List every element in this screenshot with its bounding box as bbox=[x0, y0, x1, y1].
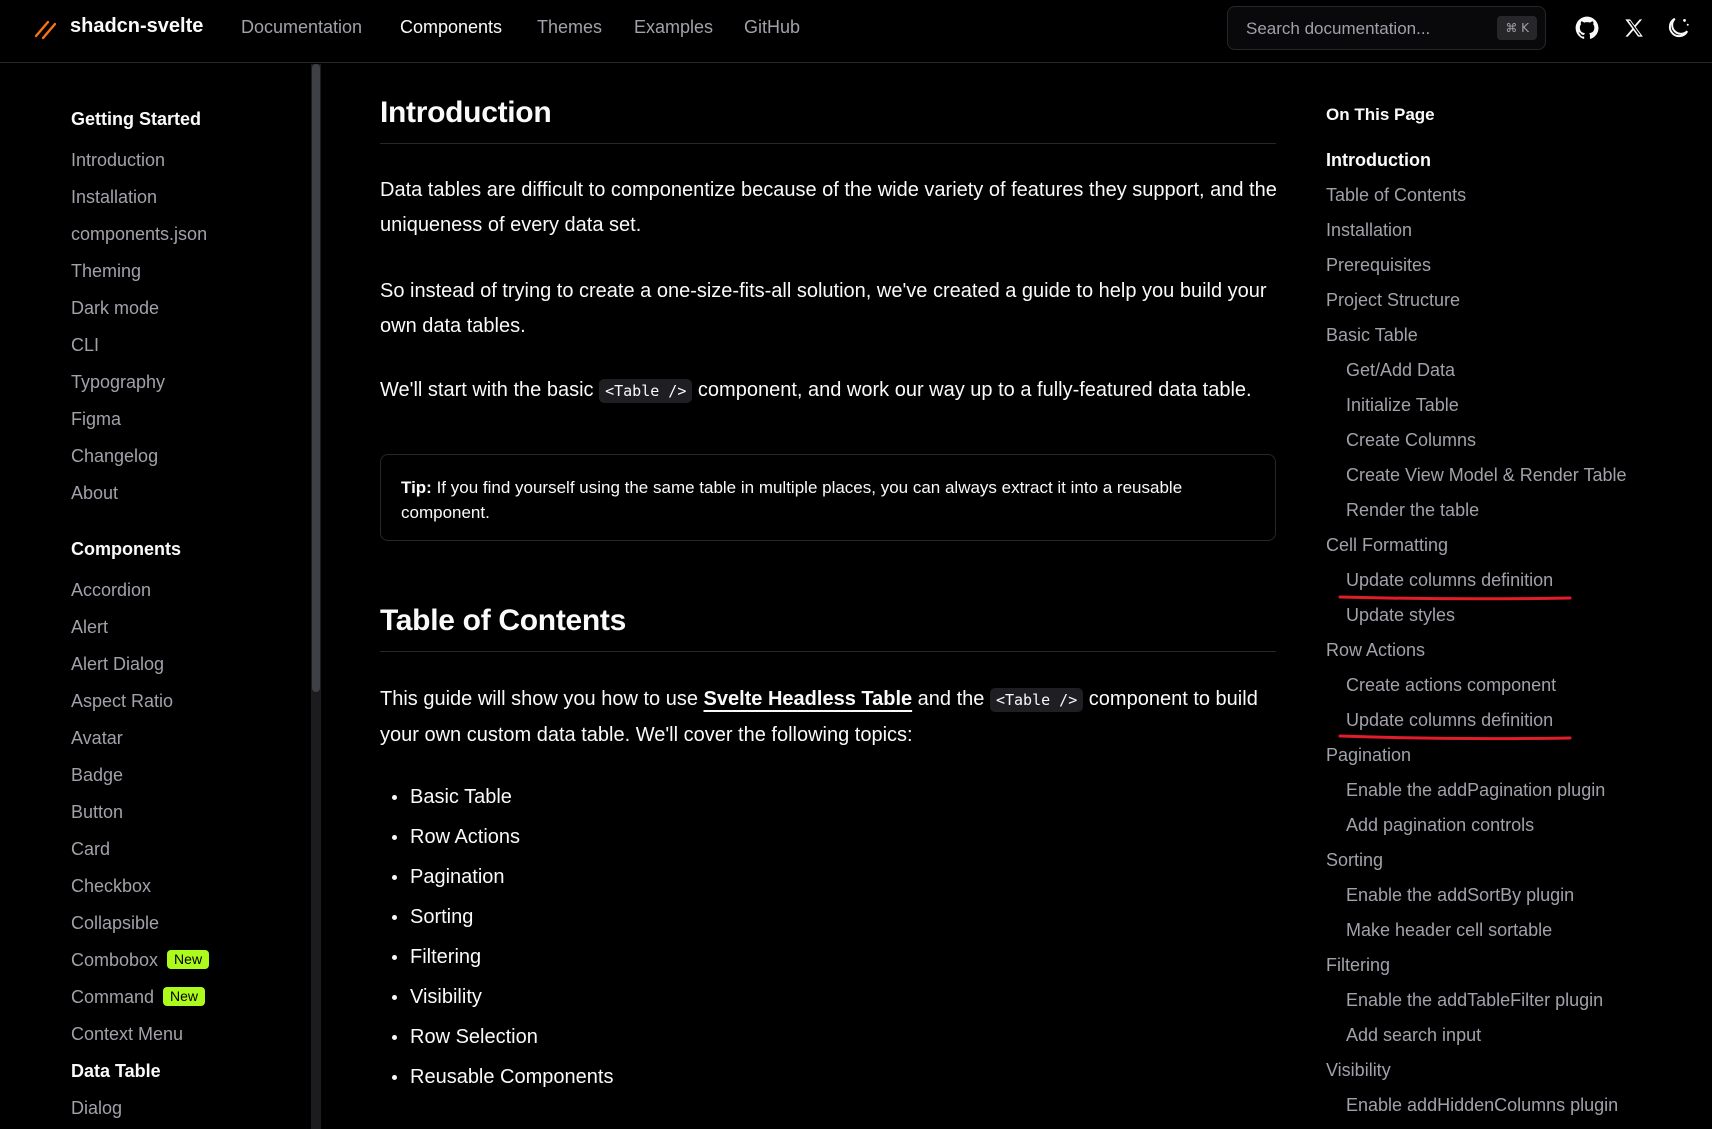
toc-item[interactable]: Installation bbox=[1326, 220, 1413, 240]
text: and the bbox=[912, 688, 990, 710]
toc-subitem[interactable]: Make header cell sortable bbox=[1346, 920, 1553, 940]
toc-subitem[interactable]: Enable the addSortBy plugin bbox=[1346, 885, 1575, 905]
search-input[interactable] bbox=[1227, 6, 1546, 50]
toc-subitem[interactable]: Enable addHiddenColumns plugin bbox=[1346, 1095, 1619, 1115]
sidebar-item-aspect-ratio[interactable]: Aspect Ratio bbox=[71, 691, 174, 711]
toc-subitem[interactable]: Create actions component bbox=[1346, 675, 1557, 695]
inline-code: <Table /> bbox=[990, 688, 1083, 712]
sidebar-item-context-menu[interactable]: Context Menu bbox=[71, 1024, 184, 1044]
list-item: Visibility bbox=[380, 980, 613, 1020]
tip-text: If you find yourself using the same table in multiple places, you can always extract it into a reusable component. bbox=[401, 478, 1183, 522]
nav-examples[interactable]: Examples bbox=[634, 17, 714, 37]
text: component to build your own custom data table. We'll cover the following topics: bbox=[380, 688, 1258, 746]
theme-toggle-icon[interactable] bbox=[1665, 15, 1691, 41]
svelte-headless-table-link[interactable]: Svelte Headless Table bbox=[703, 688, 913, 710]
sidebar-item-badge[interactable]: Badge bbox=[71, 765, 124, 785]
list-item: Row Selection bbox=[380, 1020, 613, 1060]
sidebar-item-data-table[interactable]: Data Table bbox=[71, 1061, 161, 1081]
toc-paragraph bbox=[380, 682, 1280, 753]
search-shortcut: ⌘ K bbox=[1497, 16, 1537, 40]
heading-divider bbox=[380, 651, 1276, 652]
toc-item[interactable]: Project Structure bbox=[1326, 290, 1461, 310]
sidebar-item-command[interactable] bbox=[71, 987, 205, 1008]
sidebar-item-combobox[interactable] bbox=[71, 950, 209, 971]
text: We'll start with the basic bbox=[380, 379, 600, 401]
intro-paragraph-2: So instead of trying to create a one-size-fits-all solution, we've created a guide to help you build your own data tables. bbox=[380, 280, 1267, 337]
sidebar-item-theming[interactable]: Theming bbox=[71, 261, 142, 281]
sidebar-item-button[interactable]: Button bbox=[71, 802, 124, 822]
intro-heading: Introduction bbox=[380, 96, 552, 129]
toc-subitem[interactable]: Get/Add Data bbox=[1346, 360, 1456, 380]
logo-icon[interactable] bbox=[32, 14, 58, 40]
toc-item[interactable]: Filtering bbox=[1326, 955, 1391, 975]
toc-subitem[interactable]: Enable the addTableFilter plugin bbox=[1346, 990, 1604, 1010]
sidebar-item-figma[interactable]: Figma bbox=[71, 409, 122, 429]
sidebar-item-about[interactable]: About bbox=[71, 483, 119, 503]
site-header bbox=[0, 0, 1712, 63]
nav-github[interactable]: GitHub bbox=[744, 17, 801, 37]
sidebar-heading-components: Components bbox=[71, 539, 181, 559]
toc-subitem[interactable]: Create View Model & Render Table bbox=[1346, 465, 1627, 485]
toc-item[interactable]: Visibility bbox=[1326, 1060, 1391, 1080]
toc-subitem[interactable]: Update columns definition bbox=[1346, 710, 1554, 730]
toc-subitem[interactable]: Update columns definition bbox=[1346, 570, 1554, 590]
sidebar-item-dark-mode[interactable]: Dark mode bbox=[71, 298, 160, 318]
sidebar-item-typography[interactable]: Typography bbox=[71, 372, 166, 392]
nav-components[interactable]: Components bbox=[400, 17, 503, 37]
toc-item[interactable]: Cell Formatting bbox=[1326, 535, 1449, 555]
toc-subitem[interactable]: Add search input bbox=[1346, 1025, 1482, 1045]
list-item: Reusable Components bbox=[380, 1060, 613, 1100]
new-badge: New bbox=[163, 987, 205, 1006]
toc-subitem[interactable]: Add pagination controls bbox=[1346, 815, 1535, 835]
sidebar-item-alert[interactable]: Alert bbox=[71, 617, 109, 637]
toc-item[interactable]: Prerequisites bbox=[1326, 255, 1432, 275]
toc-item[interactable]: Basic Table bbox=[1326, 325, 1418, 345]
sidebar-item-label: Command bbox=[71, 987, 155, 1007]
toc-item[interactable]: Introduction bbox=[1326, 150, 1431, 170]
list-item: Basic Table bbox=[380, 780, 613, 820]
text: component, and work our way up to a fully-featured data table. bbox=[692, 379, 1252, 401]
sidebar-item-cli[interactable]: CLI bbox=[71, 335, 100, 355]
sidebar-item-changelog[interactable]: Changelog bbox=[71, 446, 159, 466]
toc-item[interactable]: Sorting bbox=[1326, 850, 1384, 870]
toc-subitem[interactable]: Render the table bbox=[1346, 500, 1480, 520]
nav-themes[interactable]: Themes bbox=[537, 17, 603, 37]
toc-subitem[interactable]: Enable the addPagination plugin bbox=[1346, 780, 1606, 800]
toc-item[interactable]: Pagination bbox=[1326, 745, 1412, 765]
list-item: Pagination bbox=[380, 860, 613, 900]
sidebar-item-alert-dialog[interactable]: Alert Dialog bbox=[71, 654, 165, 674]
sidebar-item-dialog[interactable]: Dialog bbox=[71, 1098, 123, 1118]
topics-list bbox=[380, 780, 613, 1100]
tip-label: Tip: bbox=[401, 478, 432, 497]
brand-name[interactable]: shadcn-svelte bbox=[70, 15, 204, 37]
sidebar-item-avatar[interactable]: Avatar bbox=[71, 728, 123, 748]
list-item: Row Actions bbox=[380, 820, 613, 860]
toc-subitem[interactable]: Create Columns bbox=[1346, 430, 1477, 450]
sidebar-item-card[interactable]: Card bbox=[71, 839, 111, 859]
x-icon[interactable] bbox=[1621, 15, 1647, 41]
sidebar-item-installation[interactable]: Installation bbox=[71, 187, 158, 207]
intro-paragraph-3 bbox=[380, 373, 1280, 409]
tip-callout bbox=[380, 454, 1276, 541]
sidebar-item-accordion[interactable]: Accordion bbox=[71, 580, 152, 600]
list-item: Sorting bbox=[380, 900, 613, 940]
toc-subitem[interactable]: Initialize Table bbox=[1346, 395, 1459, 415]
inline-code: <Table /> bbox=[599, 379, 692, 403]
on-this-page-title: On This Page bbox=[1326, 105, 1435, 124]
sidebar-item-components-json[interactable]: components.json bbox=[71, 224, 208, 244]
sidebar-item-label: Combobox bbox=[71, 950, 159, 970]
red-underline-annotation bbox=[1338, 733, 1572, 741]
red-underline-annotation bbox=[1338, 593, 1572, 601]
sidebar-item-collapsible[interactable]: Collapsible bbox=[71, 913, 160, 933]
github-icon[interactable] bbox=[1574, 15, 1600, 41]
sidebar-scrollbar-thumb[interactable] bbox=[312, 64, 320, 692]
nav-documentation[interactable]: Documentation bbox=[241, 17, 363, 37]
text: This guide will show you how to use bbox=[380, 688, 704, 710]
intro-paragraph-1: Data tables are difficult to componentize because of the wide variety of features they support, and the uniqueness of every data set. bbox=[380, 179, 1277, 236]
new-badge: New bbox=[167, 950, 209, 969]
toc-subitem[interactable]: Update styles bbox=[1346, 605, 1456, 625]
sidebar-heading-getting-started: Getting Started bbox=[71, 109, 202, 129]
search-placeholder: Search documentation... bbox=[1246, 19, 1431, 38]
heading-divider bbox=[380, 143, 1276, 144]
toc-heading: Table of Contents bbox=[380, 604, 627, 637]
sidebar-item-introduction[interactable]: Introduction bbox=[71, 150, 166, 170]
toc-item[interactable]: Row Actions bbox=[1326, 640, 1426, 660]
sidebar-item-checkbox[interactable]: Checkbox bbox=[71, 876, 152, 896]
toc-item[interactable]: Table of Contents bbox=[1326, 185, 1467, 205]
list-item: Filtering bbox=[380, 940, 613, 980]
